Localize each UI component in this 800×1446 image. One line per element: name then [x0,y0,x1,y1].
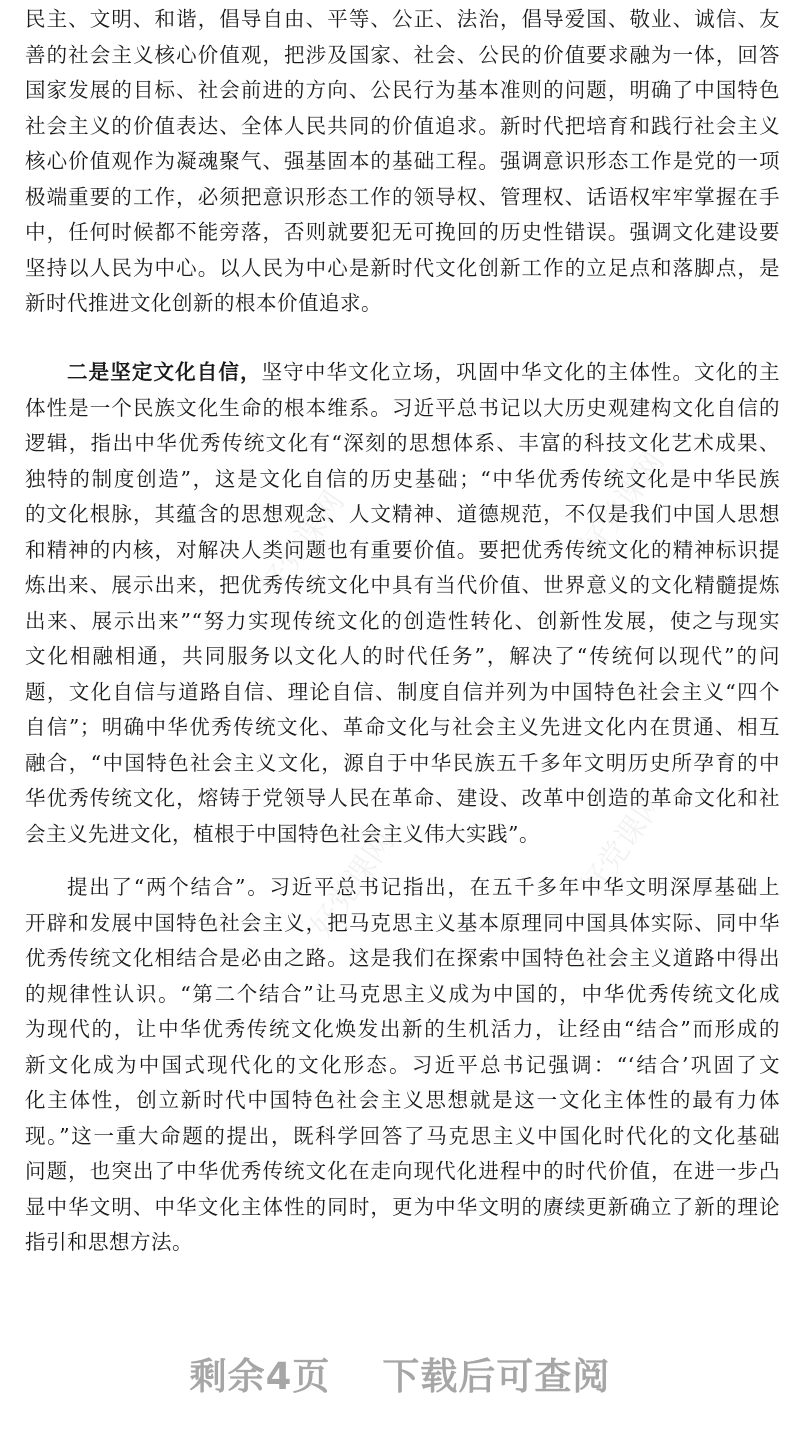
paragraph-line: 新文化成为中国式现代化的文化形态。习近平总书记强调：“‘结合’巩固了文 [25,1052,780,1077]
paragraph-1 [25,2,780,322]
paragraph-line [25,355,780,391]
watermark: 好党课网 [304,824,402,944]
download-prompt[interactable] [0,1346,800,1400]
watermark: 好党课网 [574,444,672,564]
paragraph-line: 融合，“中国特色社会主义文化，源自于中华民族五千多年文明历史所孕育的中 [25,750,780,775]
paragraph-line: 体性是一个民族文化生命的根本维系。习近平总书记以大历史观建构文化自信的 [25,395,780,420]
paragraph-line: 问题，也突出了中华优秀传统文化在走向现代化进程中的时代价值，在进一步凸 [25,1159,780,1183]
paragraph-line: 社会主义的价值表达、全体人民共同的价值追求。新时代把培育和践行社会主义 [25,113,780,138]
paragraph-line: 核心价值观作为凝魂聚气、强基固本的基础工程。强调意识形态工作是党的一项 [25,149,780,173]
paragraph-line: 化主体性，创立新时代中国特色社会主义思想就是这一文化主体性的最有力体 [25,1088,780,1112]
paragraph-line: 指引和思想方法。 [25,1230,193,1254]
paragraph-line: 为现代的，让中华优秀传统文化焕发出新的生机活力，让经由“结合”而形成的 [25,1017,780,1041]
watermark: 好党课网 [254,484,352,604]
paragraph-line: 出来、展示出来”“努力实现传统文化的创造性转化、创新性发展，使之与现实 [25,608,780,633]
paragraph-line: 善的社会主义核心价值观，把涉及国家、社会、公民的价值要求融为一体，回答 [25,42,780,67]
paragraph-line: 优秀传统文化相结合是必由之路。这是我们在探索中国特色社会主义道路中得出 [25,946,780,970]
paragraph-line: 的规律性认识。“第二个结合”让马克思主义成为中国的，中华优秀传统文化成 [25,981,780,1006]
paragraph-line: 会主义先进文化，植根于中国特色社会主义伟大实践”。 [25,821,540,846]
paragraph-line: 国家发展的目标、社会前进的方向、公民行为基本准则的问题，明确了中国特色 [25,78,780,102]
watermark: 好党课网 [574,784,672,904]
paragraph-line: 极端重要的工作，必须把意识形态工作的领导权、管理权、话语权牢牢掌握在手 [25,184,780,209]
paragraph-line: 和精神的内核，对解决人类问题也有重要价值。要把优秀传统文化的精神标识提 [25,537,780,562]
paragraph-line: 中，任何时候都不能旁落，否则就要犯无可挽回的历史性错误。强调文化建设要 [25,220,780,244]
paragraph-line: 的文化根脉，其蕴含的思想观念、人文精神、道德规范，不仅是我们中国人思想 [25,502,780,526]
paragraph-line: 题，文化自信与道路自信、理论自信、制度自信并列为中国特色社会主义“四个 [25,679,780,704]
paragraph-3 [25,870,780,1261]
paragraph-line: 民主、文明、和谐，倡导自由、平等、公正、法治，倡导爱国、敬业、诚信、友 [25,7,780,31]
paragraph-line: 新时代推进文化创新的根本价值追求。 [25,291,382,315]
paragraph-line: 文化相融相通，共同服务以文化人的时代任务”，解决了“传统何以现代”的问 [25,644,780,668]
paragraph-line: 独特的制度创造”，这是文化自信的历史基础；“中华优秀传统文化是中华民族 [25,466,780,491]
paragraph-line: 坚持以人民为中心。以人民为中心是新时代文化创新工作的立足点和落脚点，是 [25,255,780,280]
paragraph-2 [25,355,780,852]
download-hint-label: 下载后可查阅 [382,1355,611,1398]
paragraph-lead-text: 坚守中华文化立场，巩固中华文化的主体性。文化的主 [261,360,780,384]
paragraph-line: 开辟和发展中国特色社会主义，把马克思主义基本原理同中国具体实际、同中华 [25,910,780,935]
remaining-pages-label: 剩余4页 [189,1355,331,1398]
paragraph-line: 显中华文明、中华文化主体性的同时，更为中华文明的赓续更新确立了新的理论 [25,1194,780,1219]
paragraph-line: 自信”；明确中华优秀传统文化、革命文化与社会主义先进文化内在贯通、相互 [25,715,780,739]
paragraph-line: 现。”这一重大命题的提出，既科学回答了马克思主义中国化时代化的文化基础 [25,1123,780,1148]
paragraph-line: 华优秀传统文化，熔铸于党领导人民在革命、建设、改革中创造的革命文化和社 [25,786,780,810]
paragraph-line: 炼出来、展示出来，把优秀传统文化中具有当代价值、世界意义的文化精髓提炼 [25,573,780,597]
paragraph-lead-heading: 二是坚定文化自信， [67,360,262,384]
paragraph-line: 提出了“两个结合”。习近平总书记指出，在五千多年中华文明深厚基础上 [67,875,780,899]
paragraph-line: 逻辑，指出中华优秀传统文化有“深刻的思想体系、丰富的科技文化艺术成果、 [25,431,780,455]
